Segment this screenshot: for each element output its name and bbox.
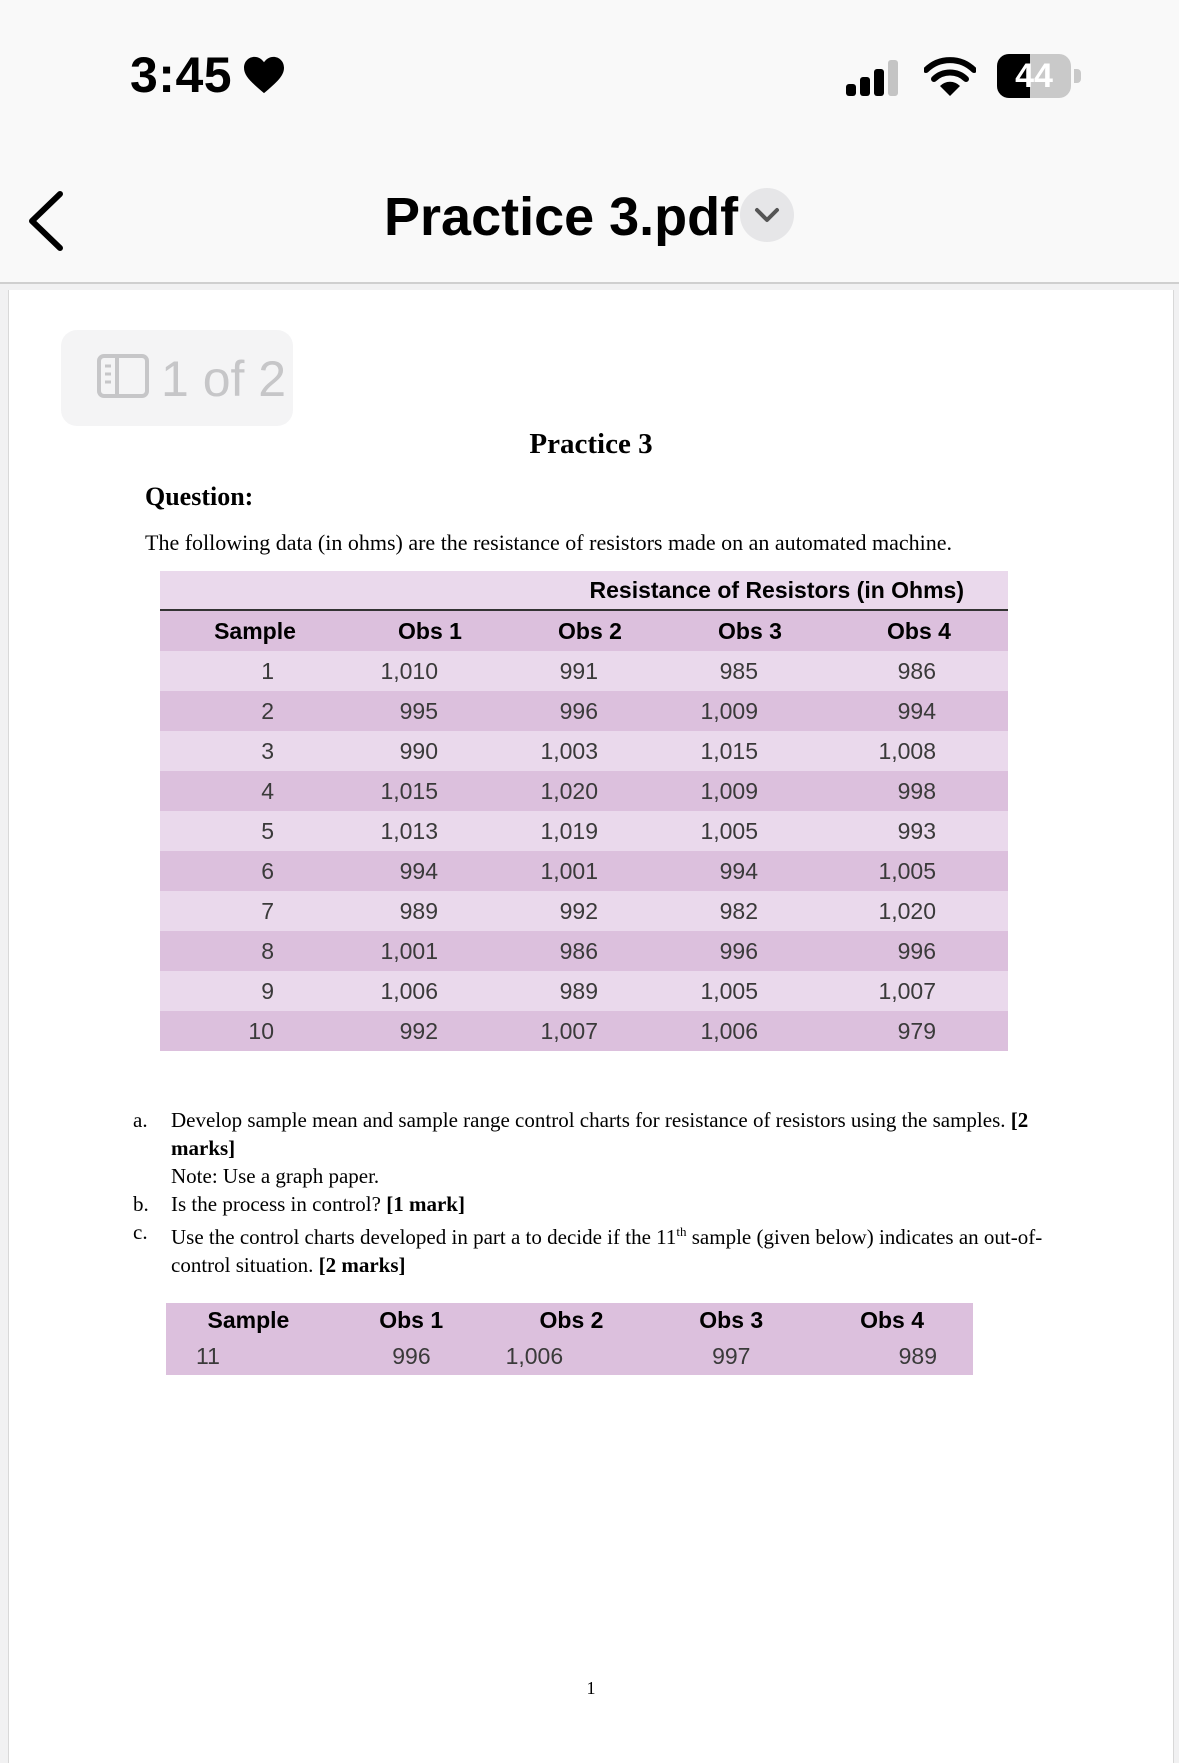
table-cell: 996	[559, 697, 598, 724]
column-header: Obs 3	[718, 617, 782, 644]
column-header: Obs 2	[558, 617, 622, 644]
question-letter: c.	[133, 1220, 148, 1244]
table-cell: 1,009	[700, 777, 758, 804]
table-cell: 1,003	[540, 737, 598, 764]
table-row	[166, 1337, 974, 1375]
column-header: Obs 1	[398, 617, 462, 644]
sidebar-icon	[97, 354, 149, 398]
column-header: Sample	[214, 617, 296, 644]
table-cell: 1,015	[700, 737, 758, 764]
table-cell: 992	[399, 1017, 438, 1044]
status-time	[130, 46, 286, 104]
title-menu-button[interactable]	[740, 188, 794, 242]
table-cell: 1,005	[878, 857, 936, 884]
cellular-signal-icon	[844, 60, 904, 96]
table-cell: 989	[399, 897, 438, 924]
table-row	[160, 651, 1008, 691]
battery-level-text: 44	[1015, 57, 1053, 95]
question-a	[125, 1106, 1085, 1190]
question-note: Note: Use a graph paper.	[171, 1164, 380, 1188]
column-header: Obs 4	[887, 617, 951, 644]
question-list	[125, 1106, 1085, 1279]
table-cell: 991	[559, 657, 598, 684]
table-header-row	[160, 610, 1008, 651]
question-label: Question:	[145, 482, 254, 511]
sample-11-table	[165, 1303, 973, 1375]
table-cell: 1,001	[540, 857, 598, 884]
table-cell: 1,006	[492, 1337, 652, 1375]
table-cell: 996	[719, 937, 758, 964]
table-cell: 989	[559, 977, 598, 1004]
time-text: 3:45	[130, 47, 233, 103]
table-row	[160, 771, 1008, 811]
table-cell: 994	[897, 697, 936, 724]
table-cell: 1	[261, 657, 274, 684]
table-cell: 1,005	[700, 817, 758, 844]
battery-cap	[1074, 69, 1081, 83]
table-cell: 1,019	[540, 817, 598, 844]
question-b	[125, 1190, 1085, 1218]
table-row	[160, 851, 1008, 891]
question-letter: b.	[133, 1192, 149, 1216]
table-cell: 994	[399, 857, 438, 884]
table-cell: 993	[897, 817, 936, 844]
table-cell: 1,008	[878, 737, 936, 764]
column-header: Obs 4	[811, 1303, 973, 1337]
table-cell: 994	[719, 857, 758, 884]
table-super-header: Resistance of Resistors (in Ohms)	[510, 571, 1008, 610]
table-row	[160, 931, 1008, 971]
question-text: Use the control charts developed in part a to decide if the 11	[171, 1225, 677, 1249]
table-cell: 979	[897, 1017, 936, 1044]
wifi-icon	[924, 56, 976, 96]
table-cell: 8	[261, 937, 274, 964]
table-cell: 1,006	[700, 1017, 758, 1044]
page-count-text: 1 of 2	[161, 351, 287, 407]
table-cell: 992	[559, 897, 598, 924]
intro-text: The following data (in ohms) are the resistance of resistors made on an automated machine.	[145, 530, 953, 555]
table-cell: 1,005	[700, 977, 758, 1004]
table-cell: 995	[399, 697, 438, 724]
table-cell: 1,015	[380, 777, 438, 804]
table-cell: 1,009	[700, 697, 758, 724]
column-header: Obs 3	[651, 1303, 811, 1337]
superscript: th	[676, 1224, 687, 1239]
chevron-down-icon	[753, 203, 781, 227]
table-header-row	[166, 1303, 974, 1337]
table-cell: 3	[261, 737, 274, 764]
table-cell: 6	[261, 857, 274, 884]
question-marks: [1 mark]	[386, 1192, 465, 1216]
table-cell: 986	[897, 657, 936, 684]
question-marks: [2 marks]	[318, 1253, 406, 1277]
question-c	[125, 1218, 1085, 1279]
table-cell: 1,006	[380, 977, 438, 1004]
table-cell: 10	[248, 1017, 274, 1044]
column-header: Sample	[166, 1303, 332, 1337]
table-cell: 7	[261, 897, 274, 924]
table-row	[160, 691, 1008, 731]
column-header: Obs 1	[331, 1303, 491, 1337]
table-cell: 5	[261, 817, 274, 844]
question-text: Is the process in control?	[171, 1192, 381, 1216]
question-marks: [2 marks]	[171, 1108, 1029, 1160]
table-cell: 1,007	[540, 1017, 598, 1044]
table-cell: 1,010	[380, 657, 438, 684]
question-text: sample (given below) indicates an out-of-control situation.	[171, 1225, 1043, 1277]
table-super-header-row	[160, 571, 1008, 610]
table-cell: 1,007	[878, 977, 936, 1004]
table-row	[160, 1011, 1008, 1051]
table-row	[160, 731, 1008, 771]
page-heading: Practice 3	[529, 428, 653, 460]
table-cell: 990	[399, 737, 438, 764]
table-super-header-spacer	[160, 571, 510, 610]
table-cell: 1,020	[540, 777, 598, 804]
table-cell: 982	[719, 897, 758, 924]
table-row	[160, 971, 1008, 1011]
table-cell: 986	[559, 937, 598, 964]
heart-icon	[242, 55, 286, 95]
table-cell: 2	[261, 697, 274, 724]
status-bar	[0, 0, 1179, 150]
page-number: 1	[586, 1678, 596, 1698]
resistance-table	[160, 571, 1008, 1051]
table-cell: 9	[261, 977, 274, 1004]
table-cell: 989	[811, 1337, 973, 1375]
table-cell: 997	[651, 1337, 811, 1375]
battery-body	[997, 54, 1071, 98]
question-letter: a.	[133, 1108, 148, 1132]
table-cell: 985	[719, 657, 758, 684]
question-text: Develop sample mean and sample range control charts for resistance of resistors using the samples.	[171, 1108, 1006, 1132]
column-header: Obs 2	[492, 1303, 652, 1337]
table-cell: 996	[331, 1337, 491, 1375]
table-cell: 1,001	[380, 937, 438, 964]
table-cell: 998	[897, 777, 936, 804]
page-indicator[interactable]	[61, 330, 293, 426]
table-cell: 996	[897, 937, 936, 964]
table-cell: 1,013	[380, 817, 438, 844]
nav-bar	[0, 150, 1179, 284]
back-chevron-icon[interactable]	[20, 186, 70, 256]
table-cell: 11	[166, 1337, 332, 1375]
document-title[interactable]: Practice 3.pdf	[384, 187, 739, 247]
table-cell: 1,020	[878, 897, 936, 924]
table-cell: 4	[261, 777, 274, 804]
table-row	[160, 811, 1008, 851]
table-row	[160, 891, 1008, 931]
battery-indicator	[997, 54, 1083, 98]
pdf-page[interactable]	[8, 290, 1174, 1763]
